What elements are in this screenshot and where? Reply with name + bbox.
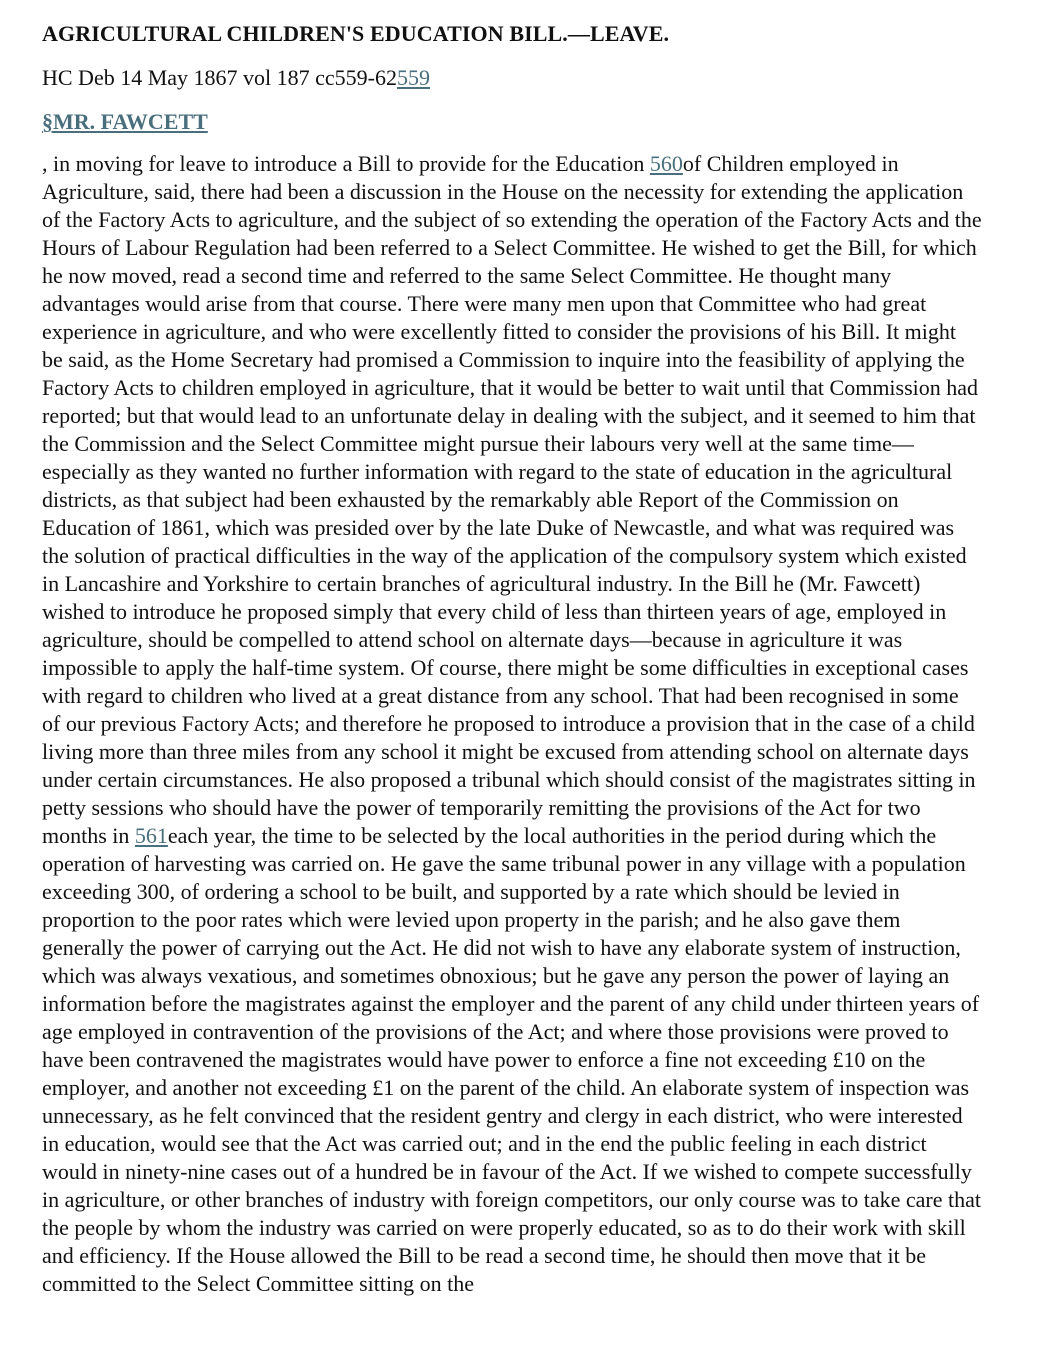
speech-text-part-2: of Children employed in Agriculture, said, there had been a discussion in the House on the necessity for extending the application of the Factory Acts to agriculture, and the subject of so extending the operation of the Factory Acts and the Hours of Labour Regulation had been referred to a Select Committee. He wished to get the Bill, for which he now moved, read a second time and referred to the same Select Committee. He thought many advantages would arise from that course. There were many men upon that Committee who had great experience in agriculture, and who were excellently fitted to consider the provisions of his Bill. It might be said, as the Home Secretary had promised a Commission to inquire into the feasibility of applying the Factory Acts to children employed in agriculture, that it would be better to wait until that Commission had reported; but that would lead to an unfortunate delay in dealing with the subject, and it seemed to him that the Commission and the Select Committee might pursue their labours very well at the same time—especially as they wanted no further information with regard to the state of education in the agricultural districts, as that subject had been exhausted by the remarkably able Report of the Commission on Education of 1861, which was presided over by the late Duke of Newcastle, and what was required was the solution of practical difficulties in the way of the application of the compulsory system which existed in Lancashire and Yorkshire to certain branches of agricultural industry. In the Bill he (Mr. Fawcett) wished to introduce he proposed simply that every child of less than thirteen years of age, employed in agriculture, should be compelled to attend school on alternate days—because in agriculture it was impossible to apply the half-time system. Of course, there might be some difficulties in exceptional cases with regard to children who lived at a great distance from any school. That had been recognised in some of our previous Factory Acts; and therefore he proposed to introduce a provision that in the case of a child living more than three miles from any school it might be excused from attending school on alternate days under certain circumstances. He also proposed a tribunal which should consist of the magistrates sitting in petty sessions who should have the power of temporarily remitting the provisions of the Act for two months in [42,151,982,848]
speaker-link[interactable] [42,109,208,134]
column-560-link[interactable]: 560 [649,151,683,176]
citation-line [42,62,982,94]
column-561-link[interactable]: 561 [134,823,168,848]
speaker-name: MR. FAWCETT [53,109,208,134]
hansard-page [42,18,982,1298]
column-559-link[interactable]: 559 [397,65,431,90]
citation-text: HC Deb 14 May 1867 vol 187 cc559-62 [42,65,398,90]
speech-text-part-1: , in moving for leave to introduce a Bill to provide for the Education [42,151,650,176]
section-mark: § [42,109,53,134]
speech-text-part-3: each year, the time to be selected by the local authorities in the period during which the operation of harvesting was carried on. He gave the same tribunal power in any village with a population exceeding 300, of ordering a school to be built, and supported by a rate which should be levied in proportion to the poor rates which were levied upon property in the parish; and he also gave them generally the power of carrying out the Act. He did not wish to have any elaborate system of instruction, which was always vexatious, and sometimes obnoxious; but he gave any person the power of laying an information before the magistrates against the employer and the parent of any child under thirteen years of age employed in contravention of the provisions of the Act; and where those provisions were proved to have been contravened the magistrates would have power to enforce a fine not exceeding £10 on the employer, and another not exceeding £1 on the parent of the child. An elaborate system of inspection was unnecessary, as he felt convinced that the resident gentry and clergy in each district, who were interested in education, would see that the Act was carried out; and in the end the public feeling in each district would in ninety-nine cases out of a hundred be in favour of the Act. If we wished to compete successfully in agriculture, or other branches of industry with foreign competitors, our only course was to take care that the people by whom the industry was carried on were properly educated, so as to do their work with skill and efficiency. If the House allowed the Bill to be read a second time, he should then move that it be committed to the Select Committee sitting on the [42,823,981,1296]
speech-paragraph [42,150,982,1298]
page-title: AGRICULTURAL CHILDREN'S EDUCATION BILL.—LEAVE. [42,21,670,46]
speaker-heading [42,106,982,138]
